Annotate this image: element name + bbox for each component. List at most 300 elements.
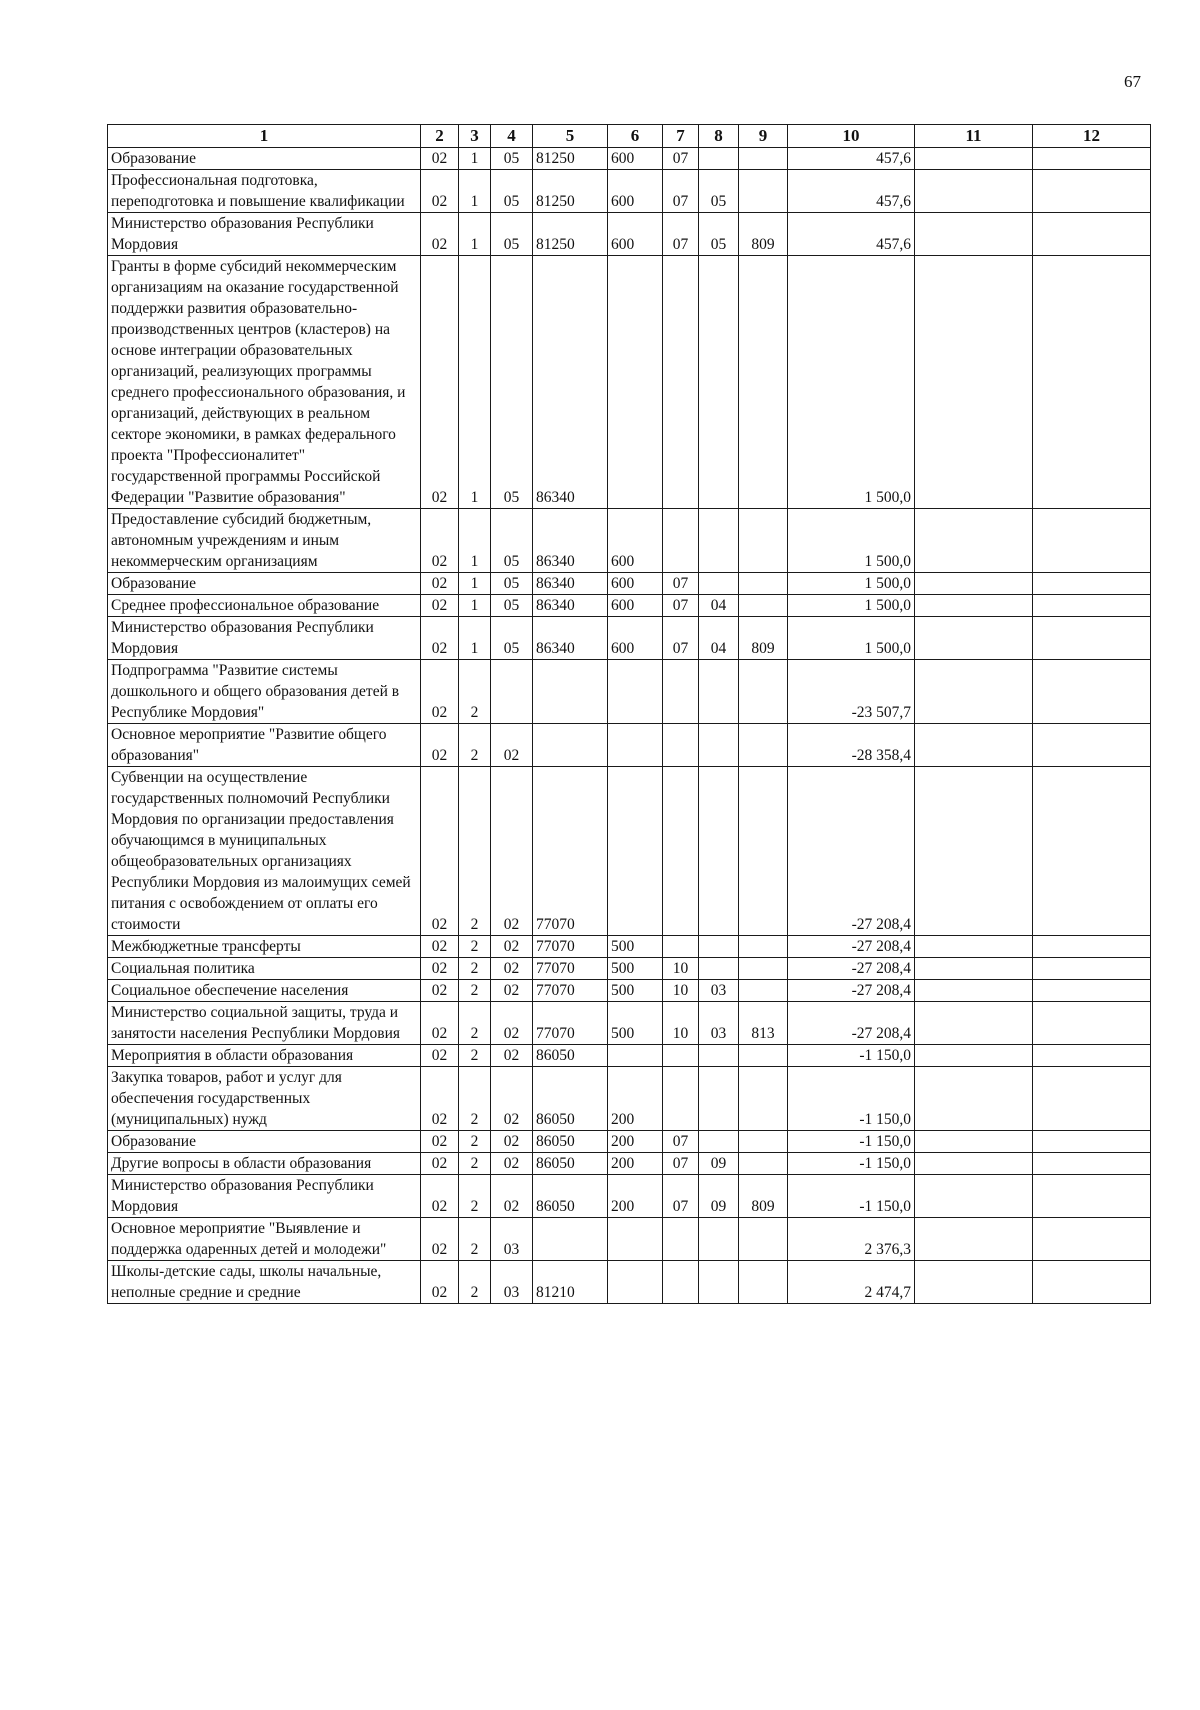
code-cell-col-12 bbox=[1033, 724, 1151, 767]
code-cell-col-12 bbox=[1033, 958, 1151, 980]
code-cell-col-4: 05 bbox=[491, 617, 533, 660]
code-cell-col-6 bbox=[608, 256, 663, 509]
code-cell-col-12 bbox=[1033, 256, 1151, 509]
code-cell-col-9 bbox=[739, 767, 788, 936]
code-cell-col-5: 86050 bbox=[533, 1175, 608, 1218]
amount-cell: -1 150,0 bbox=[788, 1067, 915, 1131]
code-cell-col-8 bbox=[699, 936, 739, 958]
code-cell-col-11 bbox=[915, 256, 1033, 509]
code-cell-col-5: 86050 bbox=[533, 1153, 608, 1175]
row-name-cell: Закупка товаров, работ и услуг для обеспечения государственных (муниципальных) нужд bbox=[108, 1067, 421, 1131]
table-row bbox=[108, 213, 1151, 256]
column-header-9: 9 bbox=[739, 125, 788, 148]
code-cell-col-6: 500 bbox=[608, 980, 663, 1002]
row-name-cell: Субвенции на осуществление государственных полномочий Республики Мордовия по организации предоставления обучающимся в муниципальных общеобразовательных организациях Республики Мордовия из малоимущих семей питания с освобождением от оплаты его стоимости bbox=[108, 767, 421, 936]
code-cell-col-9 bbox=[739, 980, 788, 1002]
code-cell-col-7 bbox=[663, 1261, 699, 1304]
table-row bbox=[108, 980, 1151, 1002]
code-cell-col-3: 2 bbox=[459, 1261, 491, 1304]
code-cell-col-9 bbox=[739, 595, 788, 617]
code-cell-col-8: 04 bbox=[699, 617, 739, 660]
code-cell-col-11 bbox=[915, 1131, 1033, 1153]
table-row bbox=[108, 936, 1151, 958]
table-row bbox=[108, 148, 1151, 170]
code-cell-col-12 bbox=[1033, 1218, 1151, 1261]
column-header-2: 2 bbox=[421, 125, 459, 148]
code-cell-col-12 bbox=[1033, 980, 1151, 1002]
code-cell-col-4: 02 bbox=[491, 1131, 533, 1153]
code-cell-col-3: 2 bbox=[459, 724, 491, 767]
code-cell-col-2: 02 bbox=[421, 1002, 459, 1045]
code-cell-col-3: 2 bbox=[459, 1002, 491, 1045]
code-cell-col-12 bbox=[1033, 936, 1151, 958]
code-cell-col-4: 02 bbox=[491, 1153, 533, 1175]
code-cell-col-2: 02 bbox=[421, 148, 459, 170]
row-name-cell: Профессиональная подготовка, переподготовка и повышение квалификации bbox=[108, 170, 421, 213]
code-cell-col-2: 02 bbox=[421, 724, 459, 767]
code-cell-col-3: 1 bbox=[459, 256, 491, 509]
amount-cell: -1 150,0 bbox=[788, 1131, 915, 1153]
code-cell-col-4: 05 bbox=[491, 573, 533, 595]
code-cell-col-6: 500 bbox=[608, 1002, 663, 1045]
code-cell-col-2: 02 bbox=[421, 958, 459, 980]
code-cell-col-3: 1 bbox=[459, 213, 491, 256]
code-cell-col-5: 77070 bbox=[533, 936, 608, 958]
code-cell-col-9: 809 bbox=[739, 617, 788, 660]
code-cell-col-8 bbox=[699, 573, 739, 595]
code-cell-col-2: 02 bbox=[421, 1131, 459, 1153]
code-cell-col-2: 02 bbox=[421, 213, 459, 256]
code-cell-col-3: 2 bbox=[459, 660, 491, 724]
row-name-cell: Мероприятия в области образования bbox=[108, 1045, 421, 1067]
amount-cell: -27 208,4 bbox=[788, 958, 915, 980]
amount-cell: 1 500,0 bbox=[788, 509, 915, 573]
code-cell-col-2: 02 bbox=[421, 617, 459, 660]
table-row bbox=[108, 1175, 1151, 1218]
table-row bbox=[108, 170, 1151, 213]
code-cell-col-5 bbox=[533, 660, 608, 724]
table-body bbox=[108, 148, 1151, 1304]
code-cell-col-12 bbox=[1033, 1153, 1151, 1175]
code-cell-col-7 bbox=[663, 767, 699, 936]
table-row bbox=[108, 1261, 1151, 1304]
code-cell-col-6: 500 bbox=[608, 936, 663, 958]
code-cell-col-8 bbox=[699, 1045, 739, 1067]
code-cell-col-5: 86050 bbox=[533, 1131, 608, 1153]
code-cell-col-5: 86050 bbox=[533, 1067, 608, 1131]
code-cell-col-12 bbox=[1033, 170, 1151, 213]
table-row bbox=[108, 1002, 1151, 1045]
code-cell-col-5 bbox=[533, 1218, 608, 1261]
code-cell-col-5 bbox=[533, 724, 608, 767]
amount-cell: -27 208,4 bbox=[788, 767, 915, 936]
row-name-cell: Министерство образования Республики Мордовия bbox=[108, 213, 421, 256]
column-header-3: 3 bbox=[459, 125, 491, 148]
amount-cell: 1 500,0 bbox=[788, 617, 915, 660]
row-name-cell: Предоставление субсидий бюджетным, автономным учреждениям и иным некоммерческим организациям bbox=[108, 509, 421, 573]
code-cell-col-8: 03 bbox=[699, 1002, 739, 1045]
column-header-10: 10 bbox=[788, 125, 915, 148]
code-cell-col-3: 2 bbox=[459, 1067, 491, 1131]
code-cell-col-12 bbox=[1033, 1175, 1151, 1218]
code-cell-col-4: 03 bbox=[491, 1261, 533, 1304]
amount-cell: 2 376,3 bbox=[788, 1218, 915, 1261]
code-cell-col-8: 09 bbox=[699, 1153, 739, 1175]
code-cell-col-3: 2 bbox=[459, 1045, 491, 1067]
code-cell-col-8 bbox=[699, 256, 739, 509]
code-cell-col-8 bbox=[699, 1131, 739, 1153]
code-cell-col-7 bbox=[663, 936, 699, 958]
code-cell-col-9: 809 bbox=[739, 1175, 788, 1218]
code-cell-col-5: 86340 bbox=[533, 256, 608, 509]
column-header-4: 4 bbox=[491, 125, 533, 148]
table-row bbox=[108, 1067, 1151, 1131]
amount-cell: 457,6 bbox=[788, 148, 915, 170]
code-cell-col-2: 02 bbox=[421, 1261, 459, 1304]
code-cell-col-3: 1 bbox=[459, 595, 491, 617]
code-cell-col-4: 02 bbox=[491, 1045, 533, 1067]
code-cell-col-9 bbox=[739, 1261, 788, 1304]
code-cell-col-3: 1 bbox=[459, 573, 491, 595]
code-cell-col-12 bbox=[1033, 1002, 1151, 1045]
code-cell-col-3: 1 bbox=[459, 148, 491, 170]
code-cell-col-6: 200 bbox=[608, 1175, 663, 1218]
row-name-cell: Школы-детские сады, школы начальные, неполные средние и средние bbox=[108, 1261, 421, 1304]
code-cell-col-2: 02 bbox=[421, 936, 459, 958]
code-cell-col-7: 10 bbox=[663, 958, 699, 980]
code-cell-col-11 bbox=[915, 1261, 1033, 1304]
code-cell-col-11 bbox=[915, 170, 1033, 213]
code-cell-col-2: 02 bbox=[421, 509, 459, 573]
code-cell-col-6 bbox=[608, 767, 663, 936]
code-cell-col-11 bbox=[915, 958, 1033, 980]
code-cell-col-6 bbox=[608, 1045, 663, 1067]
code-cell-col-4: 02 bbox=[491, 958, 533, 980]
code-cell-col-6: 600 bbox=[608, 148, 663, 170]
code-cell-col-2: 02 bbox=[421, 573, 459, 595]
row-name-cell: Министерство социальной защиты, труда и занятости населения Республики Мордовия bbox=[108, 1002, 421, 1045]
code-cell-col-7: 10 bbox=[663, 980, 699, 1002]
code-cell-col-2: 02 bbox=[421, 660, 459, 724]
row-name-cell: Среднее профессиональное образование bbox=[108, 595, 421, 617]
amount-cell: 1 500,0 bbox=[788, 256, 915, 509]
code-cell-col-11 bbox=[915, 509, 1033, 573]
code-cell-col-6: 200 bbox=[608, 1067, 663, 1131]
code-cell-col-4: 02 bbox=[491, 1067, 533, 1131]
code-cell-col-5: 77070 bbox=[533, 1002, 608, 1045]
row-name-cell: Другие вопросы в области образования bbox=[108, 1153, 421, 1175]
amount-cell: 1 500,0 bbox=[788, 573, 915, 595]
code-cell-col-4: 05 bbox=[491, 595, 533, 617]
row-name-cell: Министерство образования Республики Мордовия bbox=[108, 1175, 421, 1218]
code-cell-col-11 bbox=[915, 573, 1033, 595]
amount-cell: 2 474,7 bbox=[788, 1261, 915, 1304]
code-cell-col-8: 05 bbox=[699, 170, 739, 213]
row-name-cell: Гранты в форме субсидий некоммерческим организациям на оказание государственной поддержки развития образовательно-производственных центров (кластеров) на основе интеграции образовательных организаций, реализующих программы среднего профессионального образования, и организаций, действующих в реальном секторе экономики, в рамках федерального проекта "Профессионалитет" государственной программы Российской Федерации "Развитие образования" bbox=[108, 256, 421, 509]
amount-cell: -1 150,0 bbox=[788, 1045, 915, 1067]
code-cell-col-2: 02 bbox=[421, 1067, 459, 1131]
code-cell-col-2: 02 bbox=[421, 1045, 459, 1067]
code-cell-col-9 bbox=[739, 573, 788, 595]
code-cell-col-9 bbox=[739, 724, 788, 767]
code-cell-col-3: 2 bbox=[459, 936, 491, 958]
code-cell-col-7 bbox=[663, 1218, 699, 1261]
table-row bbox=[108, 1153, 1151, 1175]
table-row bbox=[108, 595, 1151, 617]
code-cell-col-8 bbox=[699, 148, 739, 170]
code-cell-col-11 bbox=[915, 595, 1033, 617]
code-cell-col-4: 05 bbox=[491, 213, 533, 256]
code-cell-col-7: 10 bbox=[663, 1002, 699, 1045]
code-cell-col-8 bbox=[699, 724, 739, 767]
code-cell-col-9 bbox=[739, 1153, 788, 1175]
column-header-7: 7 bbox=[663, 125, 699, 148]
code-cell-col-7 bbox=[663, 1067, 699, 1131]
table-row bbox=[108, 617, 1151, 660]
code-cell-col-12 bbox=[1033, 660, 1151, 724]
code-cell-col-9 bbox=[739, 1218, 788, 1261]
code-cell-col-5: 86340 bbox=[533, 573, 608, 595]
code-cell-col-4: 05 bbox=[491, 509, 533, 573]
code-cell-col-8 bbox=[699, 1067, 739, 1131]
code-cell-col-9 bbox=[739, 660, 788, 724]
code-cell-col-3: 2 bbox=[459, 980, 491, 1002]
code-cell-col-12 bbox=[1033, 509, 1151, 573]
code-cell-col-11 bbox=[915, 1002, 1033, 1045]
table-row bbox=[108, 256, 1151, 509]
code-cell-col-7 bbox=[663, 256, 699, 509]
code-cell-col-5: 86050 bbox=[533, 1045, 608, 1067]
code-cell-col-5: 77070 bbox=[533, 980, 608, 1002]
code-cell-col-6: 600 bbox=[608, 509, 663, 573]
code-cell-col-8 bbox=[699, 660, 739, 724]
row-name-cell: Образование bbox=[108, 573, 421, 595]
code-cell-col-9 bbox=[739, 1131, 788, 1153]
code-cell-col-4 bbox=[491, 660, 533, 724]
amount-cell: 457,6 bbox=[788, 213, 915, 256]
code-cell-col-4: 05 bbox=[491, 256, 533, 509]
row-name-cell: Подпрограмма "Развитие системы дошкольного и общего образования детей в Республике Мордовия" bbox=[108, 660, 421, 724]
code-cell-col-4: 02 bbox=[491, 724, 533, 767]
code-cell-col-5: 86340 bbox=[533, 595, 608, 617]
column-header-6: 6 bbox=[608, 125, 663, 148]
amount-cell: -23 507,7 bbox=[788, 660, 915, 724]
page-number: 67 bbox=[1124, 72, 1141, 91]
code-cell-col-4: 02 bbox=[491, 767, 533, 936]
code-cell-col-8: 03 bbox=[699, 980, 739, 1002]
amount-cell: 457,6 bbox=[788, 170, 915, 213]
code-cell-col-3: 2 bbox=[459, 767, 491, 936]
code-cell-col-8 bbox=[699, 1218, 739, 1261]
code-cell-col-6 bbox=[608, 660, 663, 724]
amount-cell: 1 500,0 bbox=[788, 595, 915, 617]
code-cell-col-9 bbox=[739, 256, 788, 509]
code-cell-col-9: 809 bbox=[739, 213, 788, 256]
table-row bbox=[108, 1218, 1151, 1261]
code-cell-col-4: 02 bbox=[491, 936, 533, 958]
code-cell-col-9 bbox=[739, 509, 788, 573]
code-cell-col-9 bbox=[739, 958, 788, 980]
code-cell-col-9 bbox=[739, 170, 788, 213]
code-cell-col-12 bbox=[1033, 595, 1151, 617]
code-cell-col-9 bbox=[739, 1045, 788, 1067]
table-row bbox=[108, 509, 1151, 573]
code-cell-col-7: 07 bbox=[663, 1131, 699, 1153]
code-cell-col-8 bbox=[699, 958, 739, 980]
code-cell-col-6: 200 bbox=[608, 1153, 663, 1175]
code-cell-col-3: 2 bbox=[459, 1131, 491, 1153]
code-cell-col-7: 07 bbox=[663, 1153, 699, 1175]
code-cell-col-3: 1 bbox=[459, 170, 491, 213]
code-cell-col-6: 600 bbox=[608, 595, 663, 617]
code-cell-col-7: 07 bbox=[663, 617, 699, 660]
code-cell-col-12 bbox=[1033, 1045, 1151, 1067]
table-row bbox=[108, 573, 1151, 595]
table-row bbox=[108, 660, 1151, 724]
code-cell-col-9: 813 bbox=[739, 1002, 788, 1045]
row-name-cell: Основное мероприятие "Выявление и поддержка одаренных детей и молодежи" bbox=[108, 1218, 421, 1261]
code-cell-col-4: 03 bbox=[491, 1218, 533, 1261]
amount-cell: -27 208,4 bbox=[788, 936, 915, 958]
code-cell-col-11 bbox=[915, 1175, 1033, 1218]
row-name-cell: Социальная политика bbox=[108, 958, 421, 980]
code-cell-col-11 bbox=[915, 1067, 1033, 1131]
amount-cell: -27 208,4 bbox=[788, 980, 915, 1002]
code-cell-col-5: 77070 bbox=[533, 767, 608, 936]
code-cell-col-2: 02 bbox=[421, 980, 459, 1002]
row-name-cell: Образование bbox=[108, 1131, 421, 1153]
code-cell-col-6 bbox=[608, 1261, 663, 1304]
code-cell-col-9 bbox=[739, 148, 788, 170]
table-row bbox=[108, 767, 1151, 936]
table-row bbox=[108, 1131, 1151, 1153]
budget-table bbox=[107, 124, 1151, 1304]
code-cell-col-3: 2 bbox=[459, 1175, 491, 1218]
code-cell-col-8: 05 bbox=[699, 213, 739, 256]
code-cell-col-6: 600 bbox=[608, 617, 663, 660]
amount-cell: -27 208,4 bbox=[788, 1002, 915, 1045]
code-cell-col-5: 86340 bbox=[533, 509, 608, 573]
table-row bbox=[108, 1045, 1151, 1067]
table-header-row bbox=[108, 125, 1151, 148]
code-cell-col-8: 04 bbox=[699, 595, 739, 617]
code-cell-col-7 bbox=[663, 1045, 699, 1067]
code-cell-col-7: 07 bbox=[663, 213, 699, 256]
code-cell-col-7: 07 bbox=[663, 148, 699, 170]
code-cell-col-12 bbox=[1033, 1131, 1151, 1153]
code-cell-col-4: 02 bbox=[491, 1002, 533, 1045]
amount-cell: -1 150,0 bbox=[788, 1175, 915, 1218]
code-cell-col-12 bbox=[1033, 148, 1151, 170]
code-cell-col-2: 02 bbox=[421, 595, 459, 617]
code-cell-col-7 bbox=[663, 724, 699, 767]
code-cell-col-12 bbox=[1033, 573, 1151, 595]
code-cell-col-3: 2 bbox=[459, 958, 491, 980]
column-header-8: 8 bbox=[699, 125, 739, 148]
code-cell-col-11 bbox=[915, 1153, 1033, 1175]
code-cell-col-5: 81250 bbox=[533, 213, 608, 256]
code-cell-col-2: 02 bbox=[421, 170, 459, 213]
amount-cell: -28 358,4 bbox=[788, 724, 915, 767]
code-cell-col-5: 81250 bbox=[533, 148, 608, 170]
code-cell-col-12 bbox=[1033, 767, 1151, 936]
column-header-12: 12 bbox=[1033, 125, 1151, 148]
code-cell-col-12 bbox=[1033, 1067, 1151, 1131]
code-cell-col-2: 02 bbox=[421, 1218, 459, 1261]
code-cell-col-3: 2 bbox=[459, 1218, 491, 1261]
code-cell-col-11 bbox=[915, 617, 1033, 660]
code-cell-col-7 bbox=[663, 509, 699, 573]
code-cell-col-3: 2 bbox=[459, 1153, 491, 1175]
code-cell-col-12 bbox=[1033, 1261, 1151, 1304]
code-cell-col-4: 02 bbox=[491, 980, 533, 1002]
code-cell-col-9 bbox=[739, 936, 788, 958]
row-name-cell: Министерство образования Республики Мордовия bbox=[108, 617, 421, 660]
code-cell-col-4: 05 bbox=[491, 148, 533, 170]
code-cell-col-8 bbox=[699, 1261, 739, 1304]
code-cell-col-3: 1 bbox=[459, 617, 491, 660]
table-row bbox=[108, 958, 1151, 980]
code-cell-col-4: 02 bbox=[491, 1175, 533, 1218]
code-cell-col-11 bbox=[915, 1045, 1033, 1067]
code-cell-col-11 bbox=[915, 660, 1033, 724]
code-cell-col-7: 07 bbox=[663, 1175, 699, 1218]
row-name-cell: Межбюджетные трансферты bbox=[108, 936, 421, 958]
code-cell-col-8: 09 bbox=[699, 1175, 739, 1218]
code-cell-col-8 bbox=[699, 767, 739, 936]
code-cell-col-7 bbox=[663, 660, 699, 724]
code-cell-col-5: 86340 bbox=[533, 617, 608, 660]
row-name-cell: Социальное обеспечение населения bbox=[108, 980, 421, 1002]
row-name-cell: Основное мероприятие "Развитие общего образования" bbox=[108, 724, 421, 767]
code-cell-col-5: 81210 bbox=[533, 1261, 608, 1304]
code-cell-col-11 bbox=[915, 1218, 1033, 1261]
row-name-cell: Образование bbox=[108, 148, 421, 170]
amount-cell: -1 150,0 bbox=[788, 1153, 915, 1175]
code-cell-col-2: 02 bbox=[421, 256, 459, 509]
code-cell-col-6 bbox=[608, 1218, 663, 1261]
code-cell-col-11 bbox=[915, 148, 1033, 170]
code-cell-col-2: 02 bbox=[421, 767, 459, 936]
code-cell-col-4: 05 bbox=[491, 170, 533, 213]
code-cell-col-6 bbox=[608, 724, 663, 767]
code-cell-col-6: 600 bbox=[608, 213, 663, 256]
code-cell-col-6: 600 bbox=[608, 573, 663, 595]
code-cell-col-11 bbox=[915, 724, 1033, 767]
code-cell-col-2: 02 bbox=[421, 1175, 459, 1218]
column-header-11: 11 bbox=[915, 125, 1033, 148]
code-cell-col-12 bbox=[1033, 617, 1151, 660]
code-cell-col-5: 77070 bbox=[533, 958, 608, 980]
code-cell-col-7: 07 bbox=[663, 573, 699, 595]
code-cell-col-7: 07 bbox=[663, 595, 699, 617]
code-cell-col-7: 07 bbox=[663, 170, 699, 213]
code-cell-col-6: 200 bbox=[608, 1131, 663, 1153]
code-cell-col-3: 1 bbox=[459, 509, 491, 573]
code-cell-col-6: 500 bbox=[608, 958, 663, 980]
code-cell-col-12 bbox=[1033, 213, 1151, 256]
code-cell-col-11 bbox=[915, 980, 1033, 1002]
table-row bbox=[108, 724, 1151, 767]
code-cell-col-11 bbox=[915, 767, 1033, 936]
column-header-1: 1 bbox=[108, 125, 421, 148]
code-cell-col-11 bbox=[915, 213, 1033, 256]
code-cell-col-2: 02 bbox=[421, 1153, 459, 1175]
code-cell-col-5: 81250 bbox=[533, 170, 608, 213]
code-cell-col-6: 600 bbox=[608, 170, 663, 213]
code-cell-col-9 bbox=[739, 1067, 788, 1131]
code-cell-col-11 bbox=[915, 936, 1033, 958]
